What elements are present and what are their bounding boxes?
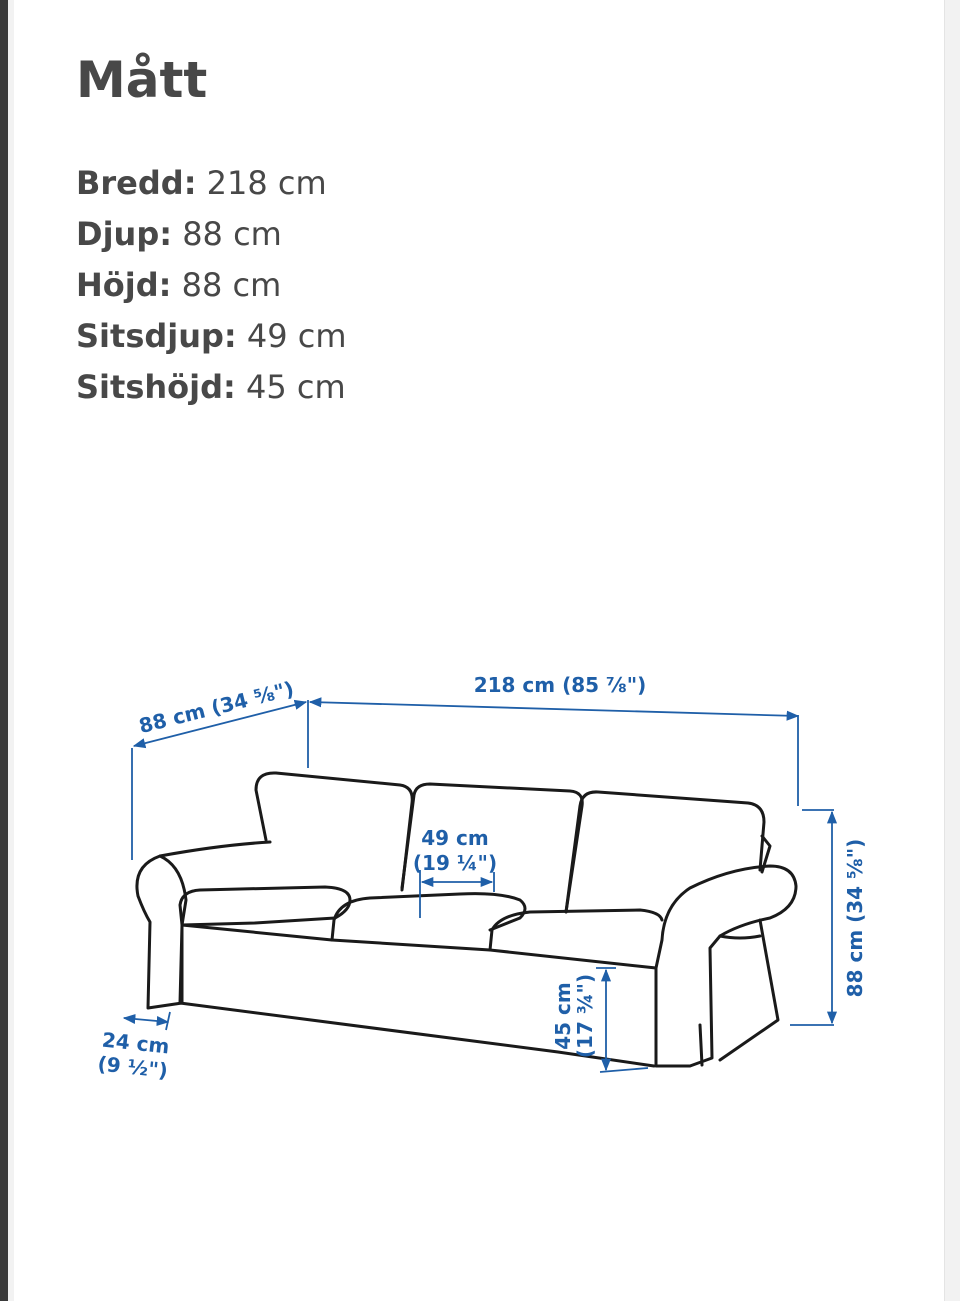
- dimension-value: 45 cm: [245, 368, 346, 406]
- depth-dimension-label: 88 cm (34 ⅝"): [136, 676, 297, 739]
- sofa-dimension-diagram: [60, 640, 890, 1110]
- dimension-seat-depth: [76, 311, 347, 362]
- seat-depth-cm-label: 49 cm: [421, 826, 489, 850]
- dimension-label: Sitsdjup:: [76, 317, 237, 355]
- seat-height-cm-label: 45 cm: [551, 982, 575, 1050]
- dimension-value: 88 cm: [182, 215, 282, 253]
- arm-width-in-label: (9 ½"): [96, 1051, 169, 1083]
- right-frame-margin: [944, 0, 960, 1301]
- dimension-seat-height: [76, 362, 347, 413]
- dimension-value: 218 cm: [206, 164, 327, 202]
- seat-depth-in-label: (19 ¼"): [412, 851, 498, 875]
- dimension-width: [76, 158, 347, 209]
- dimension-label: Djup:: [76, 215, 173, 253]
- dimension-value: 49 cm: [246, 317, 347, 355]
- dimension-label: Höjd:: [76, 266, 172, 304]
- dimension-height: [76, 260, 347, 311]
- dimension-label: Sitshöjd:: [76, 368, 236, 406]
- dimension-label: Bredd:: [76, 164, 197, 202]
- dimension-depth: [76, 209, 347, 260]
- left-frame-edge: [0, 0, 8, 1301]
- dimension-lines: [124, 700, 834, 1072]
- seat-height-in-label: (17 ¾"): [573, 973, 597, 1059]
- dimension-value: 88 cm: [181, 266, 282, 304]
- arm-width-cm-label: 24 cm: [100, 1027, 171, 1059]
- width-dimension-label: 218 cm (85 ⅞"): [473, 673, 647, 697]
- height-dimension-label: 88 cm (34 ⅝"): [843, 838, 867, 998]
- left-frame-margin: [8, 0, 14, 1301]
- dimensions-list: [76, 158, 347, 413]
- sofa-outline: [137, 773, 796, 1066]
- page-title: Mått: [76, 51, 208, 109]
